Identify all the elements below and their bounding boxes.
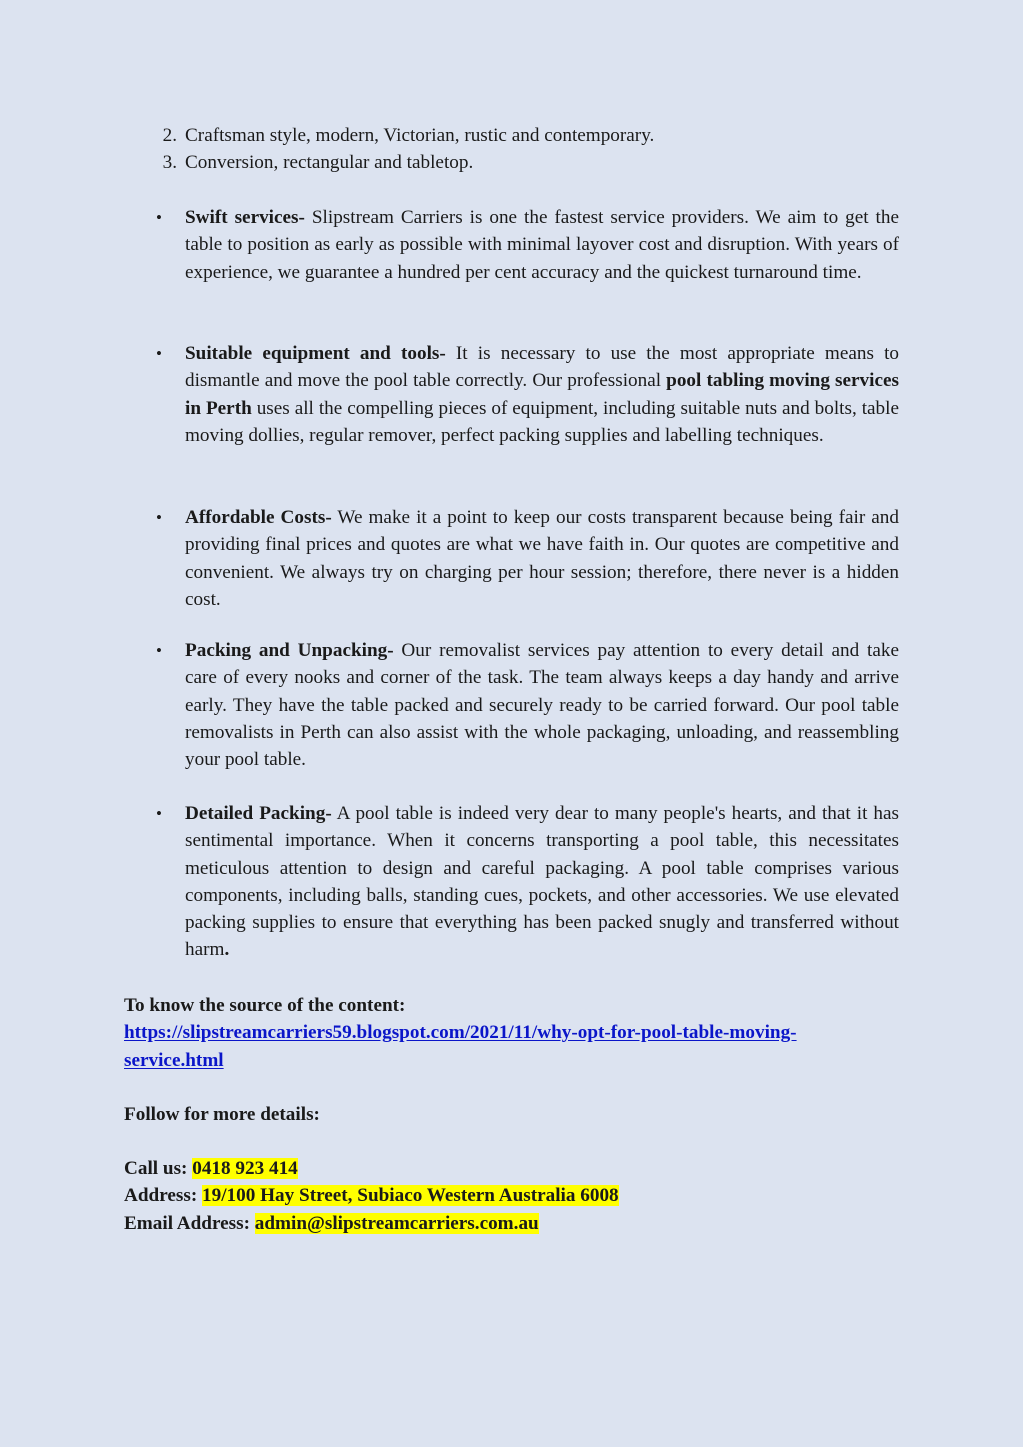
bullet-heading: Packing and Unpacking- — [185, 640, 394, 661]
source-label: To know the source of the content: — [124, 995, 406, 1016]
source-link-continued[interactable]: service.html — [124, 1049, 224, 1071]
bullet-dot-icon: • — [156, 641, 162, 660]
source-section — [124, 992, 904, 1074]
bullet-body: A pool table is indeed very dear to many people's hearts, and that it has sentimental importance. When it concerns transporting a pool table, this necessitates meticulous attention to design and careful packaging. A pool table comprises various components, including balls, standing cues, pockets, and other accessories. We use elevated packing supplies to ensure that everything has been packed snugly and transferred without harm — [185, 803, 899, 961]
bullet-dot-icon: • — [156, 208, 162, 227]
bullet-body: It is necessary to use the most appropriate means to dismantle and move the pool table correctly. Our professional — [185, 343, 899, 392]
phone-number: 0418 923 414 — [192, 1158, 298, 1179]
bullet-heading: Suitable equipment and tools- — [185, 343, 446, 364]
contact-address-row — [124, 1182, 904, 1209]
bullet-suitable-equipment — [156, 340, 899, 449]
list-number: 2. — [162, 125, 177, 146]
bullet-packing-unpacking — [156, 637, 899, 773]
email-value: admin@slipstreamcarriers.com.au — [254, 1212, 539, 1234]
bullet-body: Our removalist services pay attention to every detail and take care of every nooks and corner of the task. The team always keeps a day handy and arrive early. They have the table packed and securely ready to be carried forward. Our pool table removalists in Perth can also assist with the whole packaging, unloading, and reassembling your pool table. — [185, 640, 899, 771]
email-label: Email Address: — [124, 1212, 255, 1234]
bullet-inline-bold: pool tabling moving services in Perth — [185, 370, 899, 419]
bullet-heading: Swift services- — [185, 207, 305, 228]
bullet-end-mark: . — [224, 939, 230, 961]
numbered-list — [162, 122, 899, 177]
bullet-dot-icon: • — [156, 508, 162, 527]
list-text: Conversion, rectangular and tabletop. — [185, 152, 474, 174]
bullet-body: uses all the compelling pieces of equipment, including suitable nuts and bolts, table moving dollies, regular remover, perfect packing supplies and labelling techniques. — [185, 397, 899, 446]
bullet-body: We make it a point to keep our costs transparent because being fair and providing final prices and quotes are what we have faith in. Our quotes are competitive and convenient. We always try on charging per hour session; therefore, there never is a hidden cost. — [185, 507, 899, 610]
numbered-item — [162, 149, 899, 176]
source-link[interactable]: https://slipstreamcarriers59.blogspot.com/2021/11/why-opt-for-pool-table-moving- — [124, 1022, 797, 1044]
bullet-heading: Detailed Packing- — [185, 803, 332, 824]
contact-call-row — [124, 1155, 904, 1182]
address-label: Address: — [124, 1185, 203, 1207]
bullet-dot-icon: • — [156, 804, 162, 823]
bullet-affordable-costs — [156, 504, 899, 613]
list-number: 3. — [162, 152, 177, 174]
bullet-swift-services — [156, 204, 899, 286]
call-label: Call us: — [124, 1158, 193, 1179]
bullet-dot-icon: • — [156, 344, 162, 363]
bullet-heading: Affordable Costs- — [185, 507, 332, 528]
list-text: Craftsman style, modern, Victorian, rustic and contemporary. — [185, 125, 655, 146]
contact-email-row — [124, 1210, 904, 1237]
contact-section — [124, 1155, 904, 1237]
bullet-detailed-packing — [156, 800, 899, 964]
address-value: 19/100 Hay Street, Subiaco Western Australia 6008 — [202, 1185, 619, 1207]
numbered-item — [162, 122, 899, 149]
follow-label: Follow for more details: — [124, 1104, 320, 1125]
bullet-body: Slipstream Carriers is one the fastest service providers. We aim to get the table to position as early as possible with minimal layover cost and disruption. With years of experience, we guarantee a hundred per cent accuracy and the quickest turnaround time. — [185, 207, 899, 283]
